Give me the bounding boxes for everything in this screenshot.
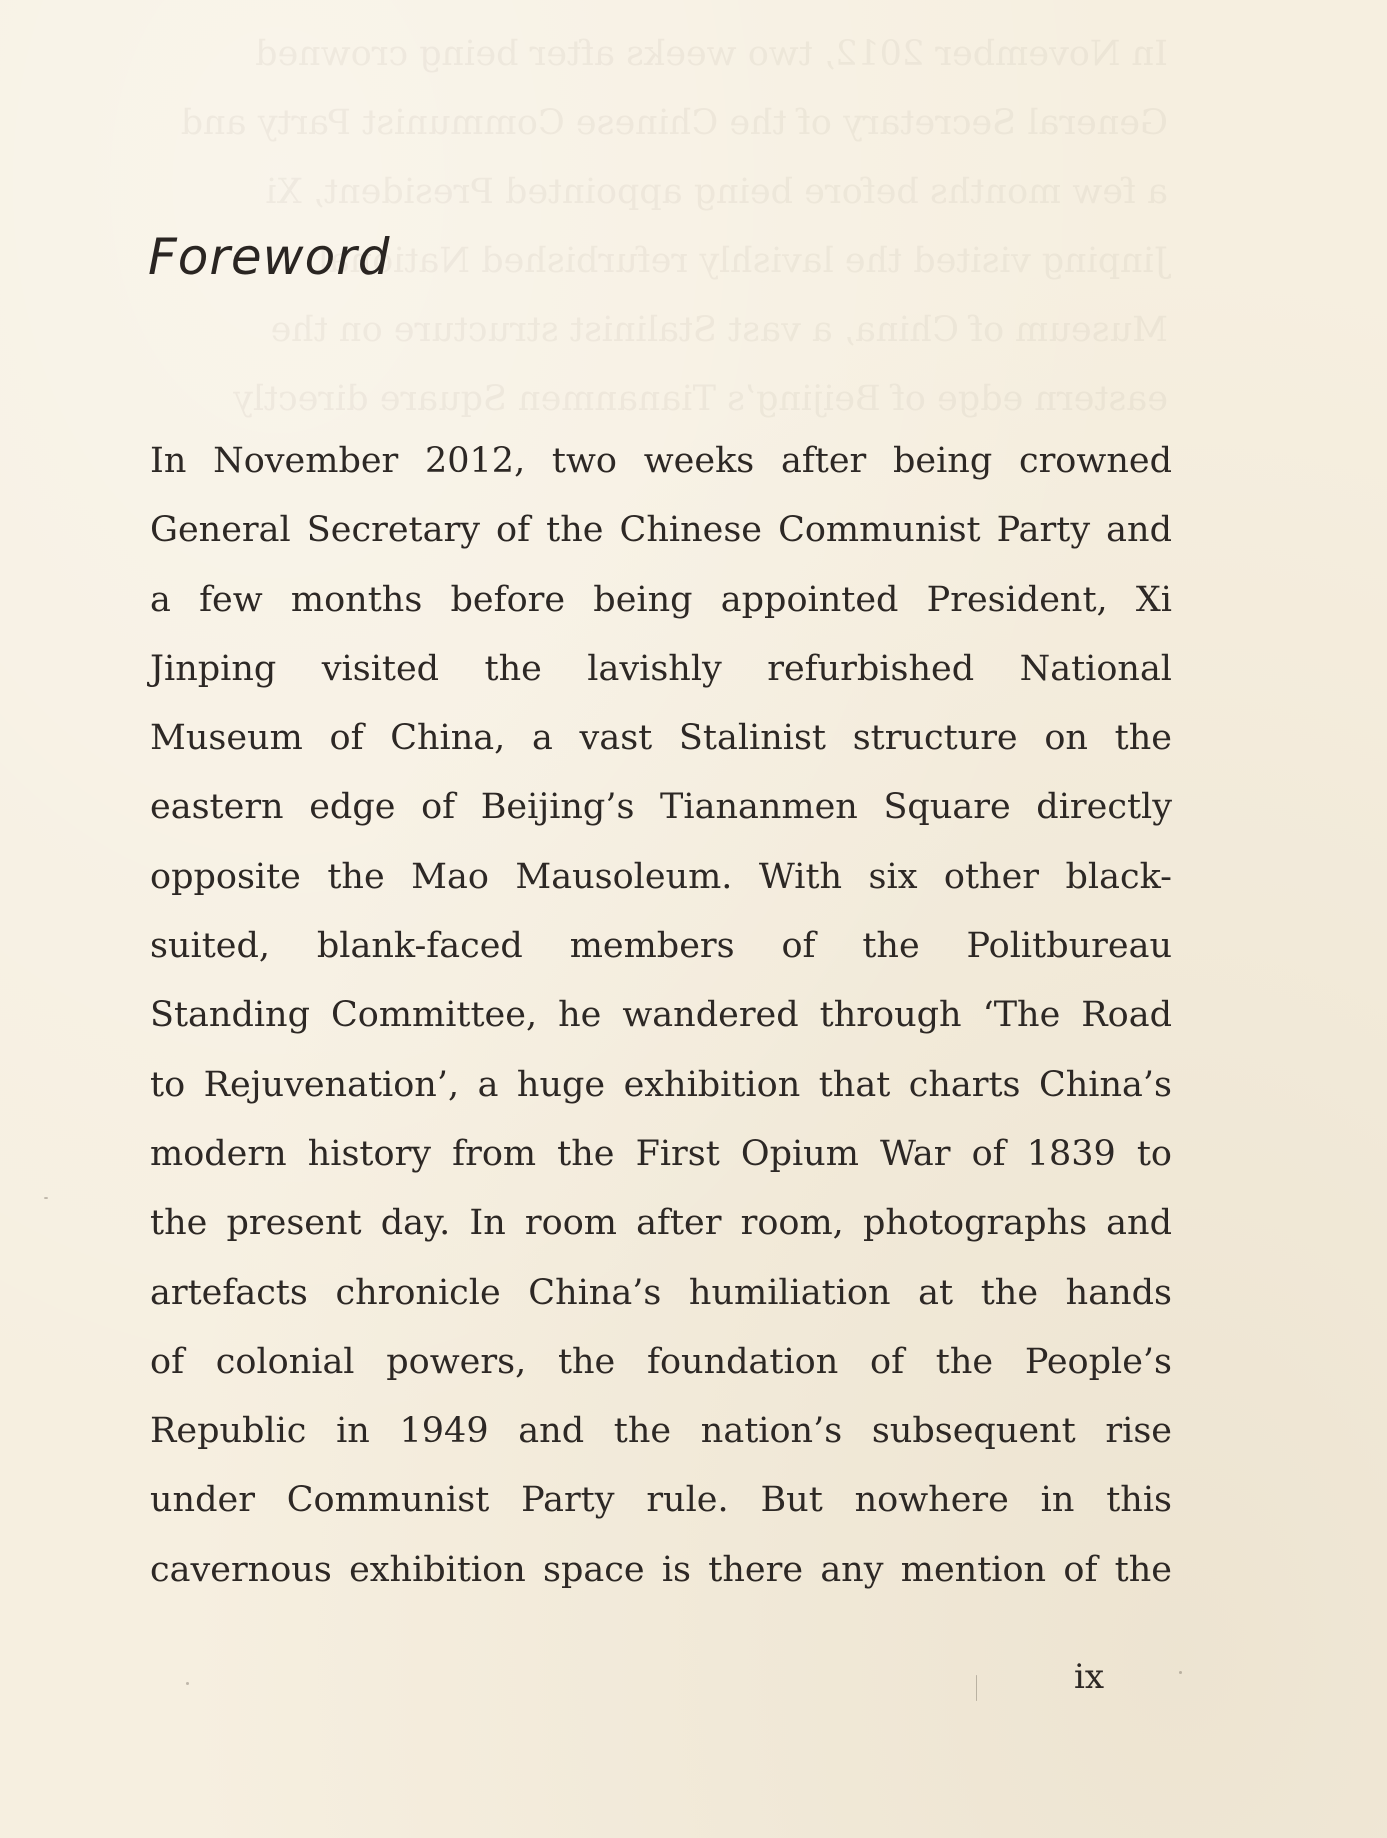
body-line: artefacts chronicle China’s humiliation at the hands xyxy=(150,1272,1172,1313)
body-line: eastern edge of Beijing’s Tiananmen Square directly xyxy=(150,787,1172,828)
body-line: modern history from the First Opium War of 1839 to xyxy=(150,1133,1172,1174)
body-line: opposite the Mao Mausoleum. With six other black- xyxy=(150,856,1172,897)
paper-speck xyxy=(186,1682,189,1685)
body-line: Republic in 1949 and the nation’s subsequent rise xyxy=(150,1411,1172,1452)
body-line: cavernous exhibition space is there any mention of the xyxy=(150,1549,1172,1590)
chapter-heading: Foreword xyxy=(148,228,391,286)
body-line: a few months before being appointed President, Xi xyxy=(150,579,1172,620)
body-line: Jinping visited the lavishly refurbished National xyxy=(150,648,1172,689)
paper-speck xyxy=(44,1197,48,1199)
body-line: suited, blank-faced members of the Politbureau xyxy=(150,926,1172,967)
body-line: General Secretary of the Chinese Communist Party and xyxy=(150,510,1172,551)
body-line: Museum of China, a vast Stalinist structure on the xyxy=(150,718,1172,759)
body-line: to Rejuvenation’, a huge exhibition that charts China’s xyxy=(150,1064,1172,1105)
body-paragraph xyxy=(150,427,1172,1605)
page-number: ix xyxy=(1074,1657,1105,1697)
paper-speck xyxy=(976,1675,977,1701)
body-line: of colonial powers, the foundation of the People’s xyxy=(150,1341,1172,1382)
body-line: In November 2012, two weeks after being crowned xyxy=(150,441,1172,481)
body-line: under Communist Party rule. But nowhere in this xyxy=(150,1480,1172,1521)
body-line: the present day. In room after room, photographs and xyxy=(150,1203,1172,1244)
body-line: Standing Committee, he wandered through ‘The Road xyxy=(150,995,1172,1036)
paper-speck xyxy=(1179,1671,1182,1674)
bleed-through-text: In November 2012, two weeks after being crowned General Secretary of the Chinese Communist Party and a few months before being appointed President, Xi Jinping visited the lavishly refurbished National Museum of China, a vast Stalinist structure on the eastern edge of Beijing’s Tiananmen Square directly xyxy=(180,34,1168,419)
